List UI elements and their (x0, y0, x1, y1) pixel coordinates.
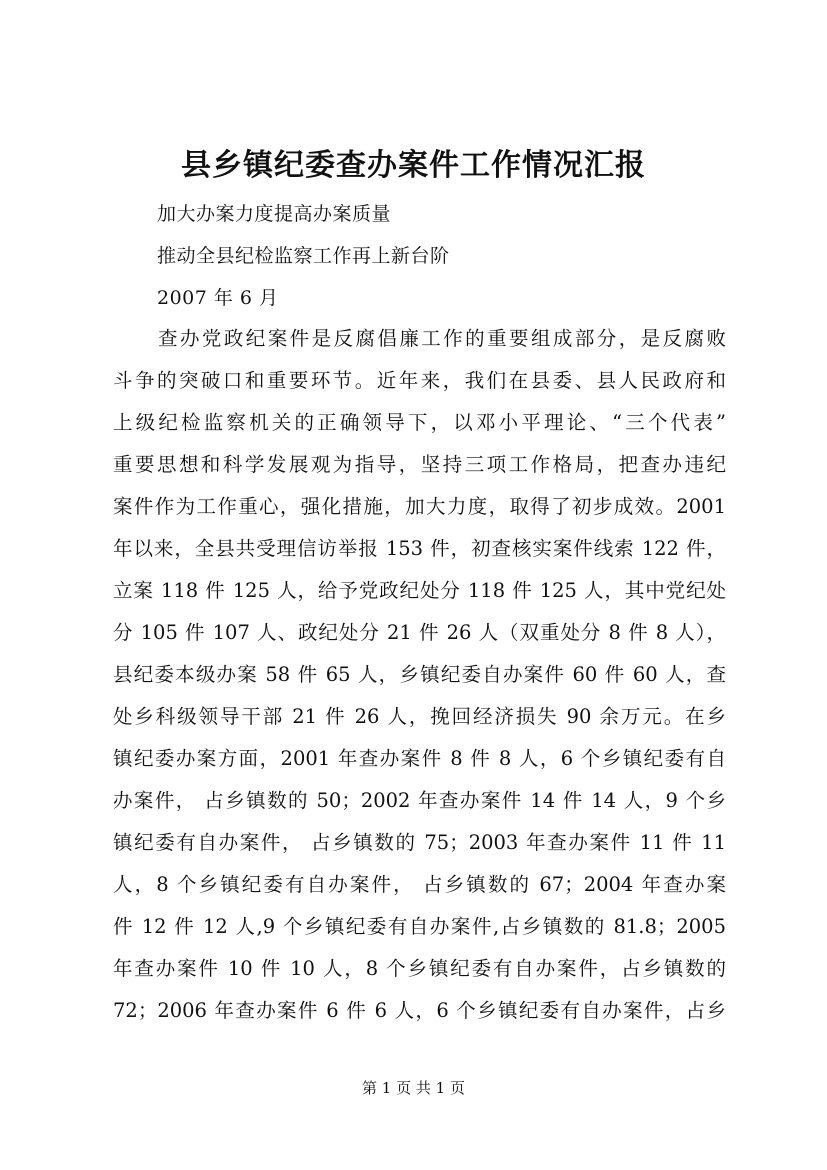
document-title: 县乡镇纪委查办案件工作情况汇报 (181, 148, 646, 183)
body-line: 年查办案件 10 件 10 人，8 个乡镇纪委有自办案件，占乡镇数的 (113, 957, 726, 980)
body-line: 镇纪委办案方面，2001 年查办案件 8 件 8 人，6 个乡镇纪委有自 (113, 747, 726, 770)
body-paragraph (113, 318, 726, 1032)
body-line: 立案 118 件 125 人，给予党政纪处分 118 件 125 人，其中党纪处 (113, 579, 726, 602)
body-line: 重要思想和科学发展观为指导，坚持三项工作格局，把查办违纪 (113, 453, 726, 476)
page-number-footer: 第 1 页 共 1 页 (362, 1079, 465, 1097)
body-line: 案件作为工作重心，强化措施，加大力度，取得了初步成效。2001 (113, 495, 726, 518)
body-line: 年以来，全县共受理信访举报 153 件，初查核实案件线索 122 件， (113, 537, 726, 560)
document-date: 2007 年 6 月 (157, 287, 279, 309)
body-line: 镇纪委有自办案件， 占乡镇数的 75；2003 年查办案件 11 件 11 (113, 831, 726, 854)
body-line: 县纪委本级办案 58 件 65 人，乡镇纪委自办案件 60 件 60 人，查 (113, 663, 726, 686)
body-line: 人，8 个乡镇纪委有自办案件， 占乡镇数的 67；2004 年查办案 (113, 873, 726, 896)
body-line: 处乡科级领导干部 21 件 26 人，挽回经济损失 90 余万元。在乡 (113, 705, 726, 728)
body-line: 72；2006 年查办案件 6 件 6 人，6 个乡镇纪委有自办案件，占乡 (113, 999, 726, 1022)
subtitle-line-1: 加大办案力度提高办案质量 (157, 203, 392, 225)
body-line: 查办党政纪案件是反腐倡廉工作的重要组成部分，是反腐败 (158, 327, 726, 350)
body-line: 件 12 件 12 人,9 个乡镇纪委有自办案件,占乡镇数的 81.8；2005 (113, 915, 726, 938)
body-line: 分 105 件 107 人、政纪处分 21 件 26 人（双重处分 8 件 8 人）， (113, 621, 726, 644)
body-line: 上级纪检监察机关的正确领导下，以邓小平理论、“三个代表” (113, 411, 726, 434)
subtitle-line-2: 推动全县纪检监察工作再上新台阶 (157, 245, 450, 267)
body-line: 斗争的突破口和重要环节。近年来，我们在县委、县人民政府和 (113, 369, 726, 392)
body-line: 办案件， 占乡镇数的 50；2002 年查办案件 14 件 14 人，9 个乡 (113, 789, 726, 812)
